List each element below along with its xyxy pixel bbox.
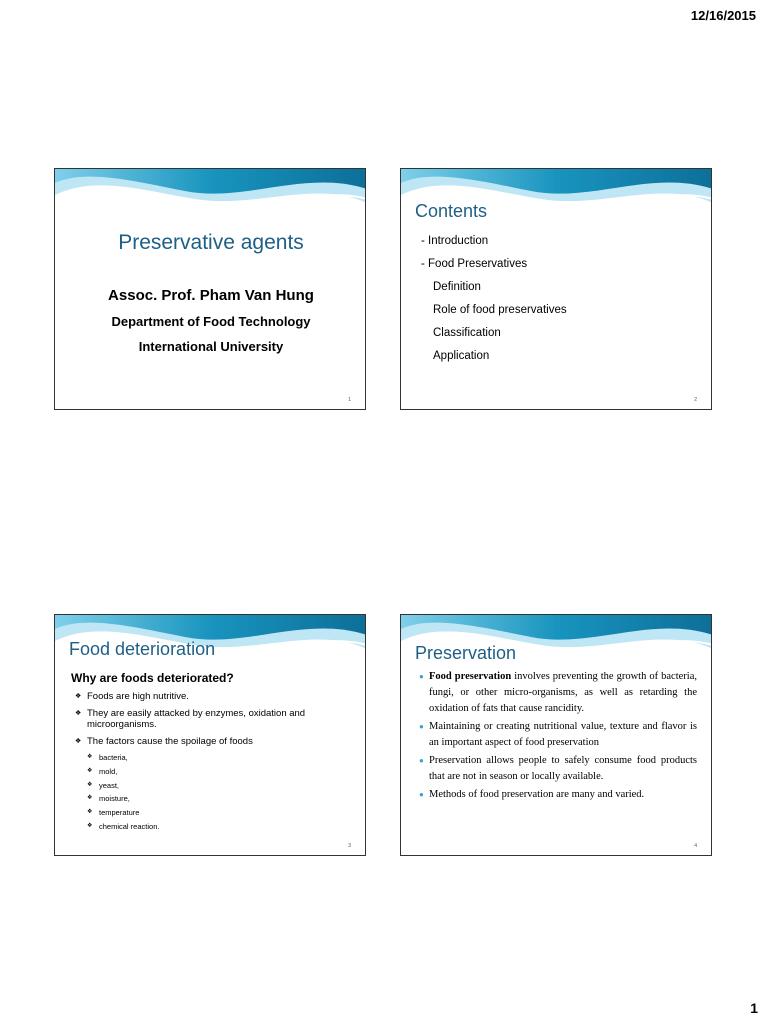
slide-title: Contents bbox=[415, 201, 488, 221]
page-number: 1 bbox=[750, 1000, 758, 1016]
slide-number: 3 bbox=[348, 843, 351, 849]
slide-number: 1 bbox=[348, 397, 351, 403]
bullet-item bbox=[419, 669, 697, 717]
slide-department: Department of Food Technology bbox=[111, 314, 311, 329]
slide-title: Preservation bbox=[415, 643, 517, 663]
factor-item: ❖ temperature bbox=[87, 806, 355, 820]
contents-subitem: Role of food preservatives bbox=[433, 304, 567, 316]
page-date: 12/16/2015 bbox=[690, 8, 756, 23]
contents-subitem: Application bbox=[433, 350, 490, 362]
contents-list bbox=[421, 235, 567, 373]
slide-university: International University bbox=[138, 339, 284, 354]
slide-subtitle: Why are foods deteriorated? bbox=[71, 671, 234, 685]
contents-subitem: Classification bbox=[433, 327, 501, 339]
bullet-text: Methods of food preservation are many and varied. bbox=[429, 789, 645, 800]
slide-header-swoosh bbox=[55, 169, 366, 225]
slide-4 bbox=[400, 614, 712, 856]
bullet-text: Preservation allows people to safely consume food products that are not in season or locally available. bbox=[429, 755, 697, 782]
bullet-list bbox=[75, 691, 355, 840]
bullet-text: Maintaining or creating nutritional value, texture and flavor is an important aspect of food preservation bbox=[429, 721, 697, 748]
factor-item: ❖ chemical reaction. bbox=[87, 820, 355, 834]
bullet-bold-term: Food preservation bbox=[429, 671, 512, 682]
bullet-item: ❖ They are easily attacked by enzymes, oxidation and microorganisms. bbox=[75, 708, 355, 730]
slide-3 bbox=[54, 614, 366, 856]
bullet-item bbox=[419, 753, 697, 785]
bullet-list bbox=[419, 669, 697, 805]
slide-number: 2 bbox=[694, 397, 697, 403]
factor-item: ❖ mold, bbox=[87, 765, 355, 779]
contents-item: - Introduction bbox=[421, 235, 489, 247]
slide-2 bbox=[400, 168, 712, 410]
factor-list bbox=[87, 751, 355, 834]
factor-item: ❖ yeast, bbox=[87, 779, 355, 793]
slide-author: Assoc. Prof. Pham Van Hung bbox=[108, 287, 314, 304]
slide-title: Food deterioration bbox=[69, 639, 216, 659]
slide-title: Preservative agents bbox=[118, 231, 304, 254]
bullet-item bbox=[75, 736, 355, 834]
bullet-text: involves preventing the growth of bacteria, fungi, or other micro-organisms, as well as retarding the oxidation of fats that cause rancidity. bbox=[429, 671, 697, 714]
bullet-item bbox=[419, 787, 697, 803]
slide-number: 4 bbox=[694, 843, 697, 849]
slide-1 bbox=[54, 168, 366, 410]
contents-item: - Food Preservatives bbox=[421, 258, 528, 270]
bullet-item: ❖ Foods are high nutritive. bbox=[75, 691, 355, 702]
bullet-text: The factors cause the spoilage of foods bbox=[87, 736, 253, 747]
bullet-item bbox=[419, 719, 697, 751]
factor-item: ❖ moisture, bbox=[87, 792, 355, 806]
factor-item: ❖ bacteria, bbox=[87, 751, 355, 765]
contents-subitem: Definition bbox=[433, 281, 481, 293]
